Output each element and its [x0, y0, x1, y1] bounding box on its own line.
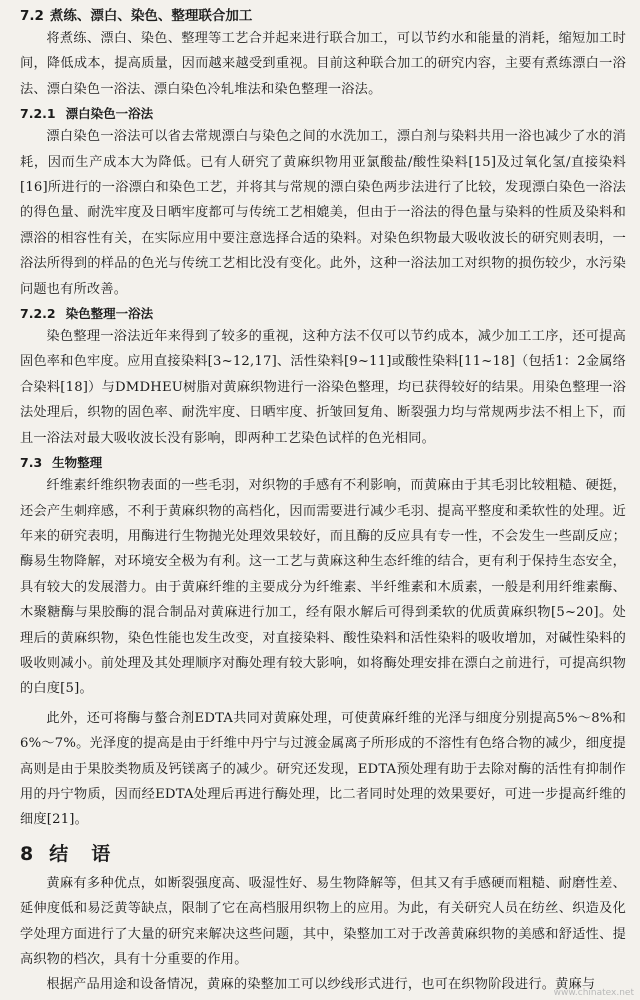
watermark: www.chinatex.net: [553, 988, 634, 998]
section-number: 7.2.1: [20, 106, 56, 122]
paragraph: 黄麻有多种优点，如断裂强度高、吸湿性好、易生物降解等，但其又有手感硬而粗糙、耐磨性差、延伸度低和易泛黄等缺点，限制了它在高档服用织物上的应用。为此，有关研究人员在纺丝、织造及化学处理方面进行了大量的研究来解决这些问题，其中，染整加工对于改善黄麻织物的美感和舒适性、提高织物的档次，具有十分重要的作用。: [20, 875, 626, 967]
section-7-2-1-heading: [20, 104, 626, 124]
paragraph: 染色整理一浴法近年来得到了较多的重视，这种方法不仅可以节约成本，减少加工工序，还可提高固色率和色牢度。应用直接染料[3~12,17]、活性染料[9~11]或酸性染料[11~18]（包括1：2金属络合染料[18]）与DMDHEU树脂对黄麻织物进行一浴染色整理，均已获得较好的结果。用染色整理一浴法处理后，织物的固色率、耐洗牢度、日晒牢度、折皱回复角、断裂强力均与常规两步法不相上下，而且一浴法对最大吸收波长没有影响，即两种工艺染色试样的色光相同。: [20, 329, 626, 446]
section-number: 8: [20, 842, 36, 865]
section-7-2-2-heading: [20, 304, 626, 324]
section-title: 生物整理: [52, 455, 103, 471]
section-number: 7.3: [20, 455, 43, 471]
paragraph: 此外，还可将酶与螯合剂EDTA共同对黄麻处理，可使黄麻纤维的光泽与细度分别提高5%～8%和6%～7%。光泽度的提高是由于纤维中丹宁与过渡金属离子所形成的不溶性有色络合物的减少，细度提高则是由于果胶类物质及钙镁离子的减少。研究还发现，EDTA预处理有助于去除对酶的活性有抑制作用的丹宁物质，因而经EDTA处理后再进行酶处理，比二者同时处理的效果要好，可进一步提高纤维的细度[21]。: [20, 710, 626, 828]
section-7-2-heading: [20, 6, 626, 26]
paragraph: 根据产品用途和设备情况，黄麻的染整加工可以纱线形式进行，也可在织物阶段进行。黄麻与: [46, 977, 596, 993]
section-8-heading: [20, 841, 626, 867]
paragraph: 纤维素纤维织物表面的一些毛羽，对织物的手感有不利影响，而黄麻由于其毛羽比较粗糙、硬挺，还会产生刺痒感，不利于黄麻织物的高档化，因而需要进行减少毛羽、提高平整度和柔软性的处理。近年来的研究表明，用酶进行生物抛光处理效果较好，而且酶的反应具有专一性，不会发生一些副反应；酶易生物降解，对环境安全极为有利。这一工艺与黄麻这种生态纤维的结合，更有利于保持生态安全，具有较大的发展潜力。由于黄麻纤维的主要成分为纤维素、半纤维素和木质素，一般是利用纤维素酶、木聚糖酶与果胶酶的混合制品对黄麻进行加工，经有限水解后可得到柔软的优质黄麻织物[5~20]。处理后的黄麻织物，染色性能也发生改变，对直接染料、酸性染料和活性染料的吸收增加，对碱性染料的吸收则减小。前处理及其处理顺序对酶处理有较大影响，如将酶处理安排在漂白之前进行，可提高织物的白度[5]。: [20, 478, 626, 697]
section-number: 7.2.2: [20, 306, 56, 322]
section-title: 漂白染色一浴法: [65, 106, 154, 122]
section-7-3-heading: [20, 453, 626, 473]
section-title: 染色整理一浴法: [65, 306, 154, 322]
section-number: 7.2: [20, 8, 44, 24]
paragraph: 将煮练、漂白、染色、整理等工艺合并起来进行联合加工，可以节约水和能量的消耗，缩短加工时间，降低成本，提高质量，因而越来越受到重视。目前这种联合加工的研究内容，主要有煮练漂白一浴法、漂白染色一浴法、漂白染色冷轧堆法和染色整理一浴法。: [20, 31, 626, 97]
section-title: 煮练、漂白、染色、整理联合加工: [49, 8, 253, 24]
section-title: 结 语: [49, 842, 113, 865]
paragraph: 漂白染色一浴法可以省去常规漂白与染色之间的水洗加工，漂白剂与染料共用一浴也减少了水的消耗，因而生产成本大为降低。已有人研究了黄麻织物用亚氯酸盐/酸性染料[15]及过氧化氢/直接染料[16]所进行的一浴漂白和染色工艺，并将其与常规的漂白染色两步法进行了比较，发现漂白染色一浴法的得色量、耐洗牢度及日晒牢度都可与传统工艺相媲美，但由于一浴法的得色量与染料的性质及染料和漂浴的相容性有关，在实际应用中要注意选择合适的染料。对染色织物最大吸收波长的研究则表明，一浴法所得到的样品的色光与传统工艺相比没有变化。此外，这种一浴法加工对织物的损伤较少，水污染问题也有所改善。: [20, 129, 626, 297]
